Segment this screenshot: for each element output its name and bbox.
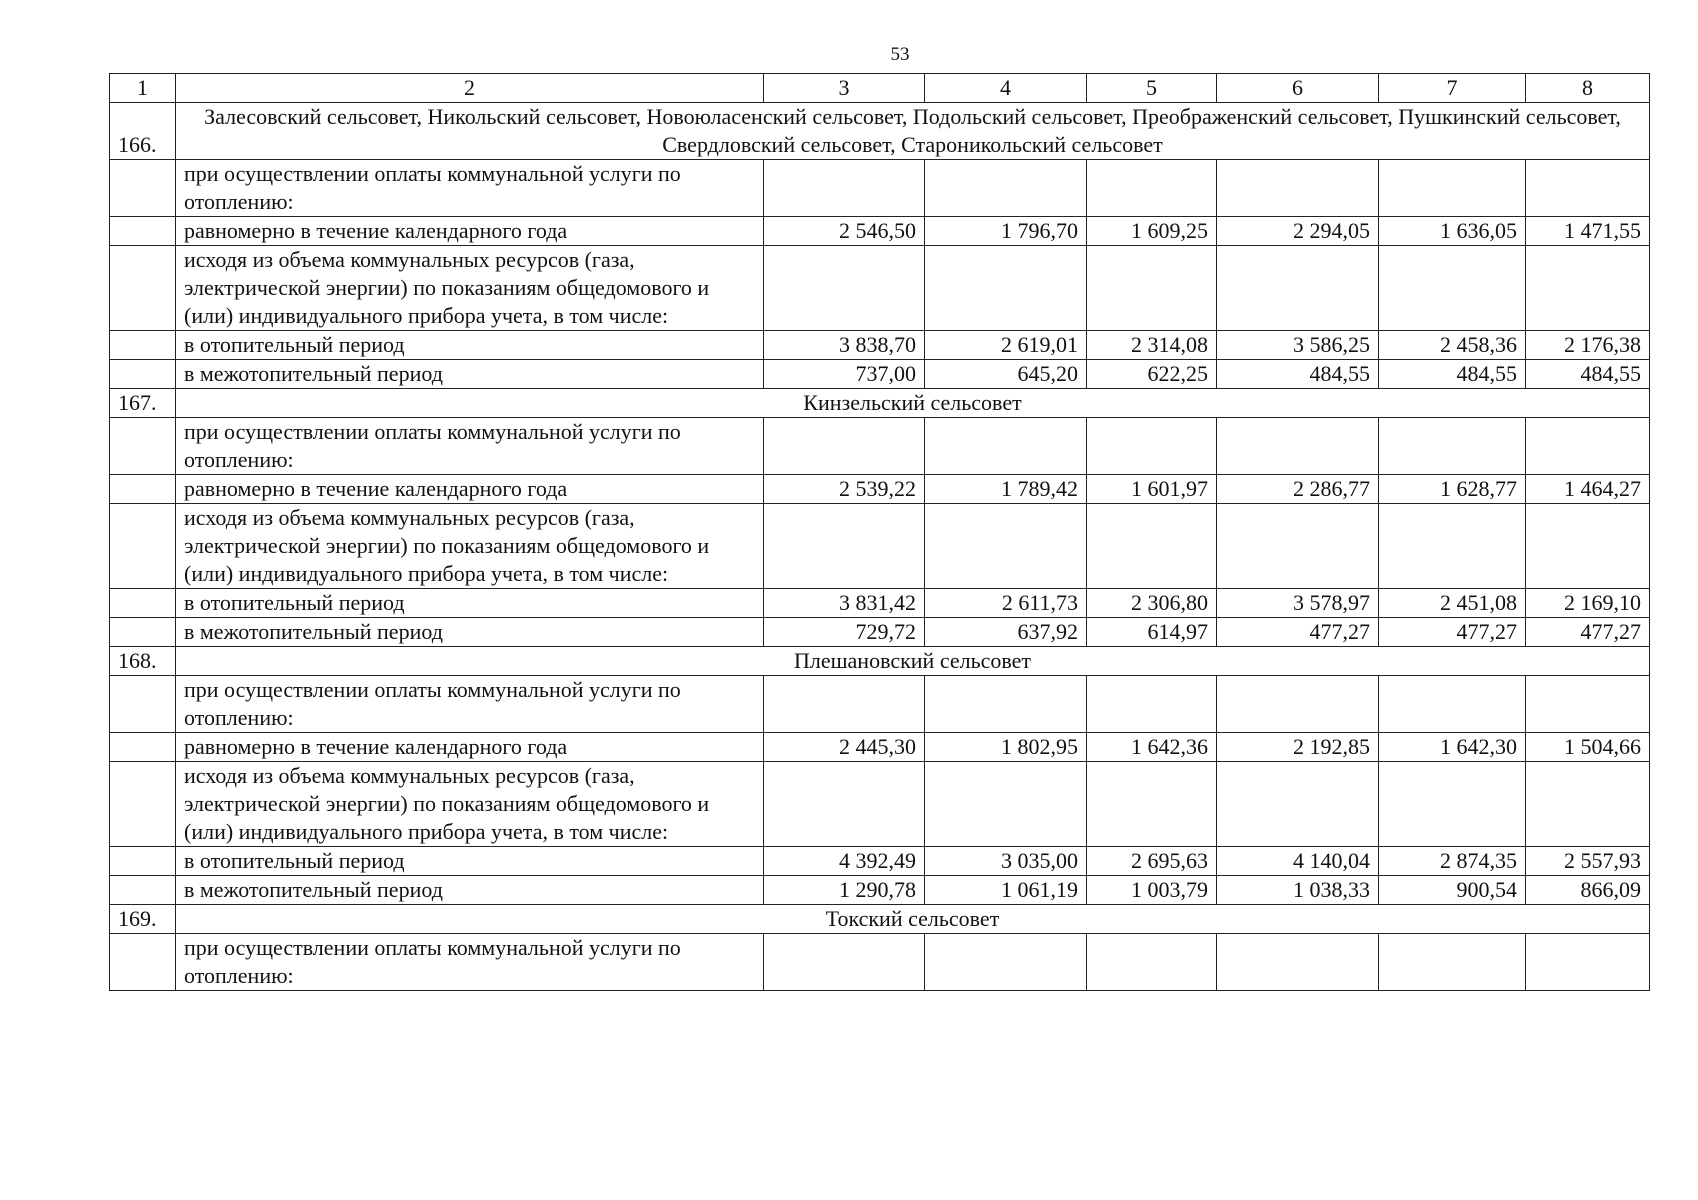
row-label: в отопительный период xyxy=(176,847,764,876)
value-cell: 2 451,08 xyxy=(1379,589,1526,618)
value-cell xyxy=(925,676,1087,733)
value-cell xyxy=(1217,504,1379,589)
table-row xyxy=(110,676,1650,733)
value-cell: 4 140,04 xyxy=(1217,847,1379,876)
value-cell: 637,92 xyxy=(925,618,1087,647)
value-cell: 1 061,19 xyxy=(925,876,1087,905)
value-cell: 1 464,27 xyxy=(1526,475,1650,504)
value-cell: 484,55 xyxy=(1526,360,1650,389)
value-cell: 1 802,95 xyxy=(925,733,1087,762)
column-header: 2 xyxy=(176,74,764,103)
value-cell xyxy=(1087,676,1217,733)
section-number: 167. xyxy=(110,389,176,418)
section-header-row xyxy=(110,103,1650,160)
value-cell: 1 642,30 xyxy=(1379,733,1526,762)
value-cell: 2 176,38 xyxy=(1526,331,1650,360)
value-cell: 2 294,05 xyxy=(1217,217,1379,246)
table-row xyxy=(110,876,1650,905)
table-row xyxy=(110,246,1650,331)
value-cell xyxy=(925,160,1087,217)
section-title: Токский сельсовет xyxy=(176,905,1650,934)
row-label: при осуществлении оплаты коммунальной услуги по отоплению: xyxy=(176,934,764,991)
value-cell xyxy=(925,246,1087,331)
value-cell xyxy=(1526,160,1650,217)
value-cell: 477,27 xyxy=(1217,618,1379,647)
value-cell xyxy=(1087,246,1217,331)
row-label: исходя из объема коммунальных ресурсов (газа, электрической энергии) по показаниям общедомового и (или) индивидуального прибора учета, в том числе: xyxy=(176,762,764,847)
value-cell xyxy=(1217,934,1379,991)
value-cell: 2 874,35 xyxy=(1379,847,1526,876)
value-cell xyxy=(1217,246,1379,331)
value-cell: 1 789,42 xyxy=(925,475,1087,504)
table-body xyxy=(110,74,1650,991)
table-row xyxy=(110,418,1650,475)
empty-number-cell xyxy=(110,762,176,847)
value-cell xyxy=(925,418,1087,475)
value-cell xyxy=(1087,504,1217,589)
empty-number-cell xyxy=(110,418,176,475)
column-header: 7 xyxy=(1379,74,1526,103)
value-cell xyxy=(925,934,1087,991)
section-header-row xyxy=(110,389,1650,418)
value-cell xyxy=(1087,934,1217,991)
empty-number-cell xyxy=(110,331,176,360)
empty-number-cell xyxy=(110,360,176,389)
column-header: 1 xyxy=(110,74,176,103)
section-title: Залесовский сельсовет, Никольский сельсовет, Новоюласенский сельсовет, Подольский сельсовет, Преображенский сельсовет, Пушкинский сельсовет, Свердловский сельсовет, Староникольский сельсовет xyxy=(176,103,1650,160)
table-row xyxy=(110,762,1650,847)
row-label: при осуществлении оплаты коммунальной услуги по отоплению: xyxy=(176,160,764,217)
row-label: в отопительный период xyxy=(176,331,764,360)
column-header: 6 xyxy=(1217,74,1379,103)
empty-number-cell xyxy=(110,733,176,762)
value-cell xyxy=(1526,246,1650,331)
value-cell: 477,27 xyxy=(1379,618,1526,647)
value-cell: 2 611,73 xyxy=(925,589,1087,618)
value-cell: 477,27 xyxy=(1526,618,1650,647)
row-label: при осуществлении оплаты коммунальной услуги по отоплению: xyxy=(176,418,764,475)
page-number: 53 xyxy=(890,44,910,65)
table-row xyxy=(110,331,1650,360)
value-cell xyxy=(1379,418,1526,475)
value-cell: 1 471,55 xyxy=(1526,217,1650,246)
value-cell: 737,00 xyxy=(764,360,925,389)
value-cell: 484,55 xyxy=(1217,360,1379,389)
value-cell xyxy=(1379,676,1526,733)
value-cell xyxy=(1087,418,1217,475)
value-cell: 729,72 xyxy=(764,618,925,647)
value-cell: 1 628,77 xyxy=(1379,475,1526,504)
row-label: исходя из объема коммунальных ресурсов (газа, электрической энергии) по показаниям общедомового и (или) индивидуального прибора учета, в том числе: xyxy=(176,504,764,589)
value-cell xyxy=(1526,418,1650,475)
value-cell xyxy=(764,934,925,991)
value-cell: 3 035,00 xyxy=(925,847,1087,876)
empty-number-cell xyxy=(110,876,176,905)
value-cell xyxy=(1379,246,1526,331)
row-label: в межотопительный период xyxy=(176,618,764,647)
value-cell xyxy=(925,504,1087,589)
value-cell: 2 192,85 xyxy=(1217,733,1379,762)
value-cell xyxy=(1087,160,1217,217)
empty-number-cell xyxy=(110,504,176,589)
table-row xyxy=(110,618,1650,647)
value-cell xyxy=(1217,762,1379,847)
row-label: в межотопительный период xyxy=(176,876,764,905)
table-row xyxy=(110,217,1650,246)
value-cell: 2 619,01 xyxy=(925,331,1087,360)
value-cell: 2 546,50 xyxy=(764,217,925,246)
value-cell xyxy=(764,418,925,475)
section-number: 169. xyxy=(110,905,176,934)
value-cell: 866,09 xyxy=(1526,876,1650,905)
value-cell: 614,97 xyxy=(1087,618,1217,647)
value-cell xyxy=(1379,762,1526,847)
section-title: Кинзельский сельсовет xyxy=(176,389,1650,418)
column-header: 3 xyxy=(764,74,925,103)
tariff-table xyxy=(109,73,1650,991)
value-cell xyxy=(764,246,925,331)
value-cell xyxy=(1379,934,1526,991)
value-cell: 2 458,36 xyxy=(1379,331,1526,360)
value-cell: 3 838,70 xyxy=(764,331,925,360)
value-cell: 2 695,63 xyxy=(1087,847,1217,876)
value-cell: 3 578,97 xyxy=(1217,589,1379,618)
row-label: при осуществлении оплаты коммунальной услуги по отоплению: xyxy=(176,676,764,733)
value-cell: 1 038,33 xyxy=(1217,876,1379,905)
empty-number-cell xyxy=(110,934,176,991)
empty-number-cell xyxy=(110,847,176,876)
value-cell xyxy=(1379,504,1526,589)
table-row xyxy=(110,504,1650,589)
section-header-row xyxy=(110,905,1650,934)
value-cell: 1 609,25 xyxy=(1087,217,1217,246)
table-row xyxy=(110,934,1650,991)
value-cell: 1 290,78 xyxy=(764,876,925,905)
value-cell xyxy=(1217,160,1379,217)
section-number: 168. xyxy=(110,647,176,676)
column-header: 4 xyxy=(925,74,1087,103)
value-cell: 2 539,22 xyxy=(764,475,925,504)
table-row xyxy=(110,733,1650,762)
column-number-row xyxy=(110,74,1650,103)
row-label: в межотопительный период xyxy=(176,360,764,389)
table-row xyxy=(110,589,1650,618)
value-cell xyxy=(1379,160,1526,217)
value-cell: 1 642,36 xyxy=(1087,733,1217,762)
value-cell xyxy=(1217,676,1379,733)
value-cell xyxy=(764,160,925,217)
value-cell: 1 601,97 xyxy=(1087,475,1217,504)
table-row xyxy=(110,160,1650,217)
value-cell: 1 636,05 xyxy=(1379,217,1526,246)
value-cell xyxy=(764,762,925,847)
empty-number-cell xyxy=(110,160,176,217)
empty-number-cell xyxy=(110,676,176,733)
row-label: равномерно в течение календарного года xyxy=(176,217,764,246)
value-cell xyxy=(1526,676,1650,733)
value-cell: 622,25 xyxy=(1087,360,1217,389)
value-cell: 2 286,77 xyxy=(1217,475,1379,504)
value-cell: 2 557,93 xyxy=(1526,847,1650,876)
value-cell xyxy=(764,504,925,589)
value-cell xyxy=(1526,762,1650,847)
empty-number-cell xyxy=(110,618,176,647)
table-row xyxy=(110,847,1650,876)
column-header: 8 xyxy=(1526,74,1650,103)
value-cell xyxy=(925,762,1087,847)
empty-number-cell xyxy=(110,246,176,331)
empty-number-cell xyxy=(110,217,176,246)
value-cell xyxy=(1526,934,1650,991)
value-cell xyxy=(764,676,925,733)
value-cell xyxy=(1526,504,1650,589)
value-cell: 3 586,25 xyxy=(1217,331,1379,360)
section-title: Плешановский сельсовет xyxy=(176,647,1650,676)
value-cell: 4 392,49 xyxy=(764,847,925,876)
value-cell: 1 504,66 xyxy=(1526,733,1650,762)
value-cell xyxy=(1217,418,1379,475)
value-cell: 645,20 xyxy=(925,360,1087,389)
value-cell: 1 003,79 xyxy=(1087,876,1217,905)
row-label: равномерно в течение календарного года xyxy=(176,475,764,504)
value-cell xyxy=(1087,762,1217,847)
value-cell: 2 306,80 xyxy=(1087,589,1217,618)
empty-number-cell xyxy=(110,475,176,504)
value-cell: 484,55 xyxy=(1379,360,1526,389)
section-number: 166. xyxy=(110,103,176,160)
column-header: 5 xyxy=(1087,74,1217,103)
empty-number-cell xyxy=(110,589,176,618)
table-row xyxy=(110,475,1650,504)
table-row xyxy=(110,360,1650,389)
value-cell: 900,54 xyxy=(1379,876,1526,905)
value-cell: 2 445,30 xyxy=(764,733,925,762)
row-label: равномерно в течение календарного года xyxy=(176,733,764,762)
section-header-row xyxy=(110,647,1650,676)
value-cell: 3 831,42 xyxy=(764,589,925,618)
value-cell: 2 314,08 xyxy=(1087,331,1217,360)
value-cell: 2 169,10 xyxy=(1526,589,1650,618)
row-label: в отопительный период xyxy=(176,589,764,618)
row-label: исходя из объема коммунальных ресурсов (газа, электрической энергии) по показаниям общедомового и (или) индивидуального прибора учета, в том числе: xyxy=(176,246,764,331)
value-cell: 1 796,70 xyxy=(925,217,1087,246)
